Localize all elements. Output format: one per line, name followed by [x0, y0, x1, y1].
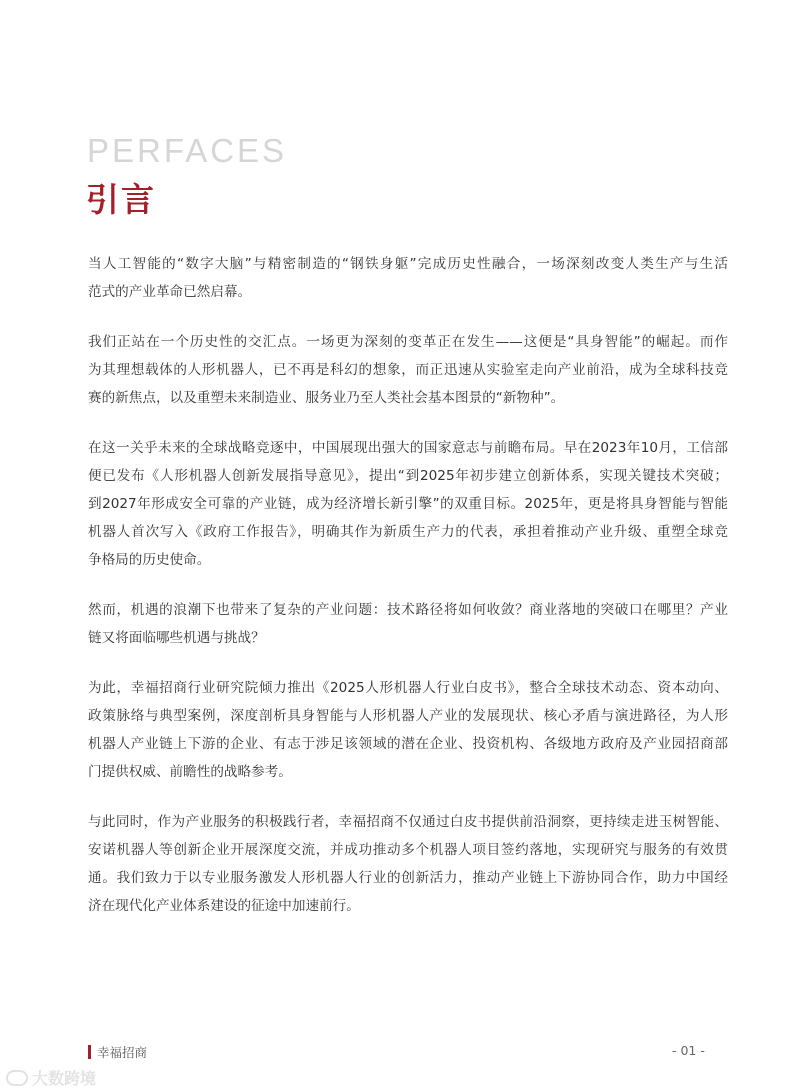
paragraph-line: 为其理想载体的人形机器人，已不再是科幻的想象，而正迅速从实验室走向产业前沿，成为全球科技竞	[88, 362, 728, 378]
paragraph	[88, 674, 728, 786]
footer-brand: 幸福招商	[97, 1045, 148, 1060]
paragraph-line: 机器人产业链上下游的企业、有志于涉足该领域的潜在企业、投资机构、各级地方政府及产业园招商部	[88, 736, 728, 752]
paragraph-line: 便已发布《人形机器人创新发展指导意见》，提出“到2025年初步建立创新体系，实现关键技术突破；	[88, 468, 728, 484]
section-eyebrow: PERFACES	[87, 132, 288, 169]
paragraph-line: 链又将面临哪些机遇与挑战？	[88, 630, 265, 646]
paragraph-line: 在这一关乎未来的全球战略竞逐中，中国展现出强大的国家意志与前瞻布局。早在2023年10月，工信部	[88, 440, 728, 456]
watermark	[6, 1066, 96, 1089]
paragraph-line: 到2027年形成安全可靠的产业链，成为经济增长新引擎”的双重目标。2025年，更是将具身智能与智能	[88, 496, 728, 512]
paragraph-line: 范式的产业革命已然启幕。	[88, 284, 252, 300]
paragraph-line: 然而，机遇的浪潮下也带来了复杂的产业问题：技术路径将如何收敛？商业落地的突破口在哪里？产业	[88, 602, 728, 618]
body-text	[88, 250, 728, 942]
paragraph	[88, 596, 728, 652]
paragraph-line: 与此同时，作为产业服务的积极践行者，幸福招商不仅通过白皮书提供前沿洞察，更持续走进玉树智能、	[88, 814, 728, 830]
paragraph-line: 通。我们致力于以专业服务激发人形机器人行业的创新活力，推动产业链上下游协同合作，助力中国经	[88, 870, 728, 886]
paragraph-line: 我们正站在一个历史性的交汇点。一场更为深刻的变革正在发生——这便是“具身智能”的崛起。而作	[88, 334, 728, 350]
paragraph-line: 当人工智能的“数字大脑”与精密制造的“钢铁身躯”完成历史性融合，一场深刻改变人类生产与生活	[88, 256, 728, 272]
paragraph-line: 争格局的历史使命。	[88, 552, 211, 568]
paragraph-line: 政策脉络与典型案例，深度剖析具身智能与人形机器人产业的发展现状、核心矛盾与演进路径，为人形	[88, 708, 728, 724]
paragraph	[88, 808, 728, 920]
page-title: 引言	[86, 180, 156, 219]
paragraph-line: 赛的新焦点，以及重塑未来制造业、服务业乃至人类社会基本图景的“新物种”。	[88, 390, 565, 406]
page-number: - 01 -	[672, 1043, 705, 1058]
paragraph-line: 机器人首次写入《政府工作报告》，明确其作为新质生产力的代表，承担着推动产业升级、重塑全球竞	[88, 524, 728, 540]
paragraph-line: 为此，幸福招商行业研究院倾力推出《2025人形机器人行业白皮书》，整合全球技术动态、资本动向、	[88, 680, 728, 696]
paragraph-line: 济在现代化产业体系建设的征途中加速前行。	[88, 898, 360, 914]
paragraph	[88, 434, 728, 574]
watermark-logo-icon	[6, 1070, 28, 1086]
paragraph-line: 安诺机器人等创新企业开展深度交流，并成功推动多个机器人项目签约落地，实现研究与服务的有效贯	[88, 842, 728, 858]
paragraph-line: 门提供权威、前瞻性的战略参考。	[88, 764, 292, 780]
watermark-text: 大数跨境	[32, 1069, 97, 1088]
paragraph	[88, 328, 728, 412]
footer-accent-bar	[88, 1045, 91, 1059]
paragraph	[88, 250, 728, 306]
